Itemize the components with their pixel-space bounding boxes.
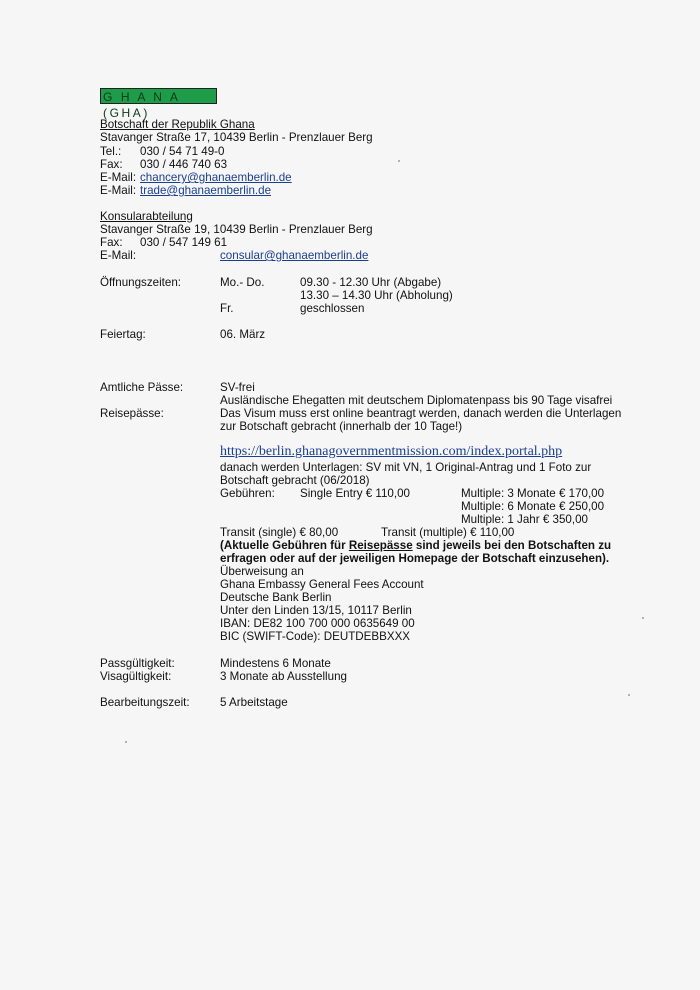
passport-validity-label: Passgültigkeit: xyxy=(100,657,175,670)
passport-validity-value: Mindestens 6 Monate xyxy=(220,657,331,670)
consulate-email-link[interactable]: consular@ghanaemberlin.de xyxy=(220,249,369,262)
scan-speck xyxy=(628,694,630,696)
processing-time-value: 5 Arbeitstage xyxy=(220,696,288,709)
embassy-email-label-1: E-Mail: xyxy=(100,171,137,184)
transfer-line-3: Deutsche Bank Berlin xyxy=(220,591,332,604)
iban-line: IBAN: DE82 100 700 000 0635649 00 xyxy=(220,617,415,630)
consulate-fax: 030 / 547 149 61 xyxy=(140,236,228,249)
embassy-fax-label: Fax: xyxy=(100,158,123,171)
embassy-address: Stavanger Straße 17, 10439 Berlin - Prenzlauer Berg xyxy=(100,131,373,144)
documents-line-1: danach werden Unterlagen: SV mit VN, 1 Original-Antrag und 1 Foto zur xyxy=(220,461,592,474)
transfer-line-2: Ghana Embassy General Fees Account xyxy=(220,578,424,591)
fee-transit-single: Transit (single) € 80,00 xyxy=(220,526,339,539)
fees-notice-post: sind jeweils bei den Botschaften zu xyxy=(412,539,612,552)
embassy-email-link-1[interactable]: chancery@ghanaemberlin.de xyxy=(140,171,292,184)
consulate-address: Stavanger Straße 19, 10439 Berlin - Prenzlauer Berg xyxy=(100,223,373,236)
visa-validity-label: Visagültigkeit: xyxy=(100,670,172,683)
hours-time-3: geschlossen xyxy=(300,302,365,315)
official-passports-value: SV-frei xyxy=(220,381,255,394)
travel-passports-label: Reisepässe: xyxy=(100,407,164,420)
holiday-label: Feiertag: xyxy=(100,328,146,341)
travel-passports-line-2: zur Botschaft gebracht (innerhalb der 10 Tage!) xyxy=(220,420,463,433)
fees-notice-line-1 xyxy=(220,539,611,552)
fees-notice-line-2: erfragen oder auf der jeweiligen Homepage der Botschaft einzusehen). xyxy=(220,552,610,565)
holiday-value: 06. März xyxy=(220,328,266,341)
embassy-tel-label: Tel.: xyxy=(100,145,122,158)
hours-time-1: 09.30 - 12.30 Uhr (Abgabe) xyxy=(300,276,442,289)
fees-notice-underlined: Reisepässe xyxy=(348,539,413,552)
embassy-email-label-2: E-Mail: xyxy=(100,184,137,197)
hours-time-2: 13.30 – 14.30 Uhr (Abholung) xyxy=(300,289,453,302)
consulate-fax-label: Fax: xyxy=(100,236,123,249)
embassy-email-link-2[interactable]: trade@ghanaemberlin.de xyxy=(140,184,272,197)
bic-line: BIC (SWIFT-Code): DEUTDEBBXXX xyxy=(220,630,411,643)
consulate-email-label: E-Mail: xyxy=(100,249,137,262)
fee-multiple-6-months: Multiple: 6 Monate € 250,00 xyxy=(461,500,605,513)
official-passports-note: Ausländische Ehegatten mit deutschem Diplomatenpass bis 90 Tage visafrei xyxy=(220,394,613,407)
fee-transit-multiple: Transit (multiple) € 110,00 xyxy=(381,526,515,539)
transfer-line-4: Unter den Linden 13/15, 10117 Berlin xyxy=(220,604,412,617)
fee-multiple-3-months: Multiple: 3 Monate € 170,00 xyxy=(461,487,605,500)
travel-passports-line-1: Das Visum muss erst online beantragt werden, danach werden die Unterlagen xyxy=(220,407,622,420)
visa-validity-value: 3 Monate ab Ausstellung xyxy=(220,670,347,683)
hours-day-2: Fr. xyxy=(220,302,234,315)
documents-line-2: Botschaft gebracht (06/2018) xyxy=(220,474,370,487)
processing-time-label: Bearbeitungszeit: xyxy=(100,696,190,709)
visa-portal-link[interactable]: https://berlin.ghanagovernmentmission.com/index.portal.php xyxy=(220,444,563,459)
fees-notice-pre: (Aktuelle Gebühren für xyxy=(220,539,349,552)
official-passports-label: Amtliche Pässe: xyxy=(100,381,184,394)
embassy-tel: 030 / 54 71 49-0 xyxy=(140,145,225,158)
hours-label: Öffnungszeiten: xyxy=(100,276,181,289)
scan-speck xyxy=(642,617,644,619)
fee-single-entry: Single Entry € 110,00 xyxy=(300,487,410,500)
embassy-heading: Botschaft der Republik Ghana xyxy=(100,118,255,131)
fee-multiple-1-year: Multiple: 1 Jahr € 350,00 xyxy=(461,513,588,526)
hours-day-1: Mo.- Do. xyxy=(220,276,265,289)
scan-speck xyxy=(125,741,127,743)
embassy-fax: 030 / 446 740 63 xyxy=(140,158,228,171)
scan-speck xyxy=(398,160,400,162)
fees-label: Gebühren: xyxy=(220,487,275,500)
consulate-heading: Konsularabteilung xyxy=(100,210,193,223)
transfer-line-1: Überweisung an xyxy=(220,565,304,578)
country-title: G H A N A (GHA) xyxy=(100,88,217,104)
